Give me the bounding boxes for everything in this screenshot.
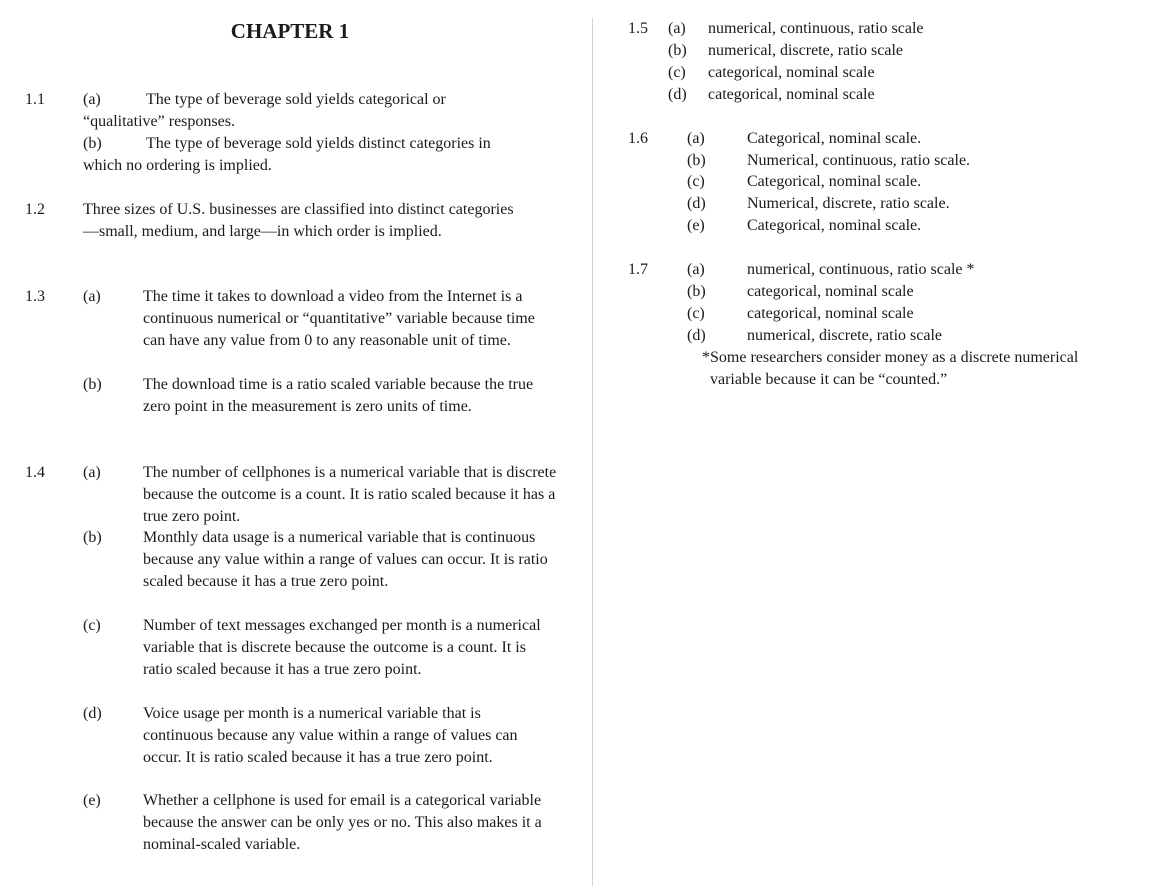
answer-1-3-a: The time it takes to download a video from the Internet is a continuous numerical or “quantitative” variable because time can have any value from 0 to any reasonable unit of time. [143, 288, 535, 349]
part-label-1-1-b: (b) [83, 135, 102, 152]
problem-number-1-2: 1.2 [25, 201, 45, 218]
answer-1-4-d: Voice usage per month is a numerical variable that is continuous because any value within a range of values can occur. It is ratio scaled because it has a true zero point. [143, 705, 518, 766]
answer-1-1-b-line-1: The type of beverage sold yields distinct categories in [146, 135, 491, 152]
answer-1-4-c: Number of text messages exchanged per month is a numerical variable that is discrete because the outcome is a count. It is ratio scaled because it has a true zero point. [143, 617, 541, 678]
answer-1-5-d: categorical, nominal scale [708, 86, 875, 103]
footnote-1-7-line-1: *Some researchers consider money as a discrete numerical [702, 349, 1079, 366]
answer-1-6-d: Numerical, discrete, ratio scale. [747, 195, 950, 212]
part-label-1-5-a: (a) [668, 20, 686, 37]
answer-1-6-a: Categorical, nominal scale. [747, 130, 922, 147]
part-label-1-7-c: (c) [687, 305, 705, 322]
part-label-1-7-b: (b) [687, 283, 706, 300]
problem-number-1-5: 1.5 [628, 20, 648, 37]
problem-number-1-7: 1.7 [628, 261, 648, 278]
part-label-1-5-b: (b) [668, 42, 687, 59]
answer-1-5-a: numerical, continuous, ratio scale [708, 20, 924, 37]
part-label-1-6-b: (b) [687, 152, 706, 169]
part-label-1-3-b: (b) [83, 376, 102, 393]
answer-1-5-c: categorical, nominal scale [708, 64, 875, 81]
answer-1-4-a: The number of cellphones is a numerical variable that is discrete because the outcome is a count. It is ratio scaled because it has a true zero point. [143, 464, 557, 525]
answer-1-6-b: Numerical, continuous, ratio scale. [747, 152, 971, 169]
answer-1-2: Three sizes of U.S. businesses are classified into distinct categories—small, medium, and large—in which order is implied. [83, 201, 514, 240]
chapter-title: CHAPTER 1 [230, 19, 350, 43]
part-label-1-1-a: (a) [83, 91, 101, 108]
part-label-1-7-d: (d) [687, 327, 706, 344]
answer-1-1-a-line-2: “qualitative” responses. [83, 113, 235, 130]
problem-number-1-4: 1.4 [25, 464, 45, 481]
problem-number-1-1: 1.1 [25, 91, 45, 108]
part-label-1-6-a: (a) [687, 130, 705, 147]
part-label-1-4-b: (b) [83, 529, 102, 546]
answer-1-7-c: categorical, nominal scale [747, 305, 914, 322]
answer-1-1-a-line-1: The type of beverage sold yields categorical or [146, 91, 446, 108]
answer-1-1-b-line-2: which no ordering is implied. [83, 157, 272, 174]
answer-1-3-b: The download time is a ratio scaled variable because the true zero point in the measurement is zero units of time. [143, 376, 534, 415]
answer-1-7-b: categorical, nominal scale [747, 283, 914, 300]
answer-1-6-e: Categorical, nominal scale. [747, 217, 922, 234]
part-label-1-4-d: (d) [83, 705, 102, 722]
part-label-1-6-d: (d) [687, 195, 706, 212]
part-label-1-4-e: (e) [83, 792, 101, 809]
footnote-1-7-line-2: variable because it can be “counted.” [710, 371, 948, 388]
part-label-1-4-a: (a) [83, 464, 101, 481]
part-label-1-6-c: (c) [687, 173, 705, 190]
answer-1-6-c: Categorical, nominal scale. [747, 173, 922, 190]
problem-number-1-3: 1.3 [25, 288, 45, 305]
part-label-1-6-e: (e) [687, 217, 705, 234]
answer-1-4-b: Monthly data usage is a numerical variable that is continuous because any value within a range of values can occur. It is ratio scaled because it has a true zero point. [143, 529, 548, 590]
part-label-1-4-c: (c) [83, 617, 101, 634]
part-label-1-5-c: (c) [668, 64, 686, 81]
answer-1-7-d: numerical, discrete, ratio scale [747, 327, 943, 344]
problem-number-1-6: 1.6 [628, 130, 648, 147]
part-label-1-3-a: (a) [83, 288, 101, 305]
answer-1-7-a: numerical, continuous, ratio scale * [747, 261, 975, 278]
part-label-1-5-d: (d) [668, 86, 687, 103]
answer-1-5-b: numerical, discrete, ratio scale [708, 42, 904, 59]
column-divider [592, 18, 593, 886]
answer-1-4-e: Whether a cellphone is used for email is a categorical variable because the answer can be only yes or no. This also makes it a nominal-scaled variable. [143, 792, 542, 853]
part-label-1-7-a: (a) [687, 261, 705, 278]
